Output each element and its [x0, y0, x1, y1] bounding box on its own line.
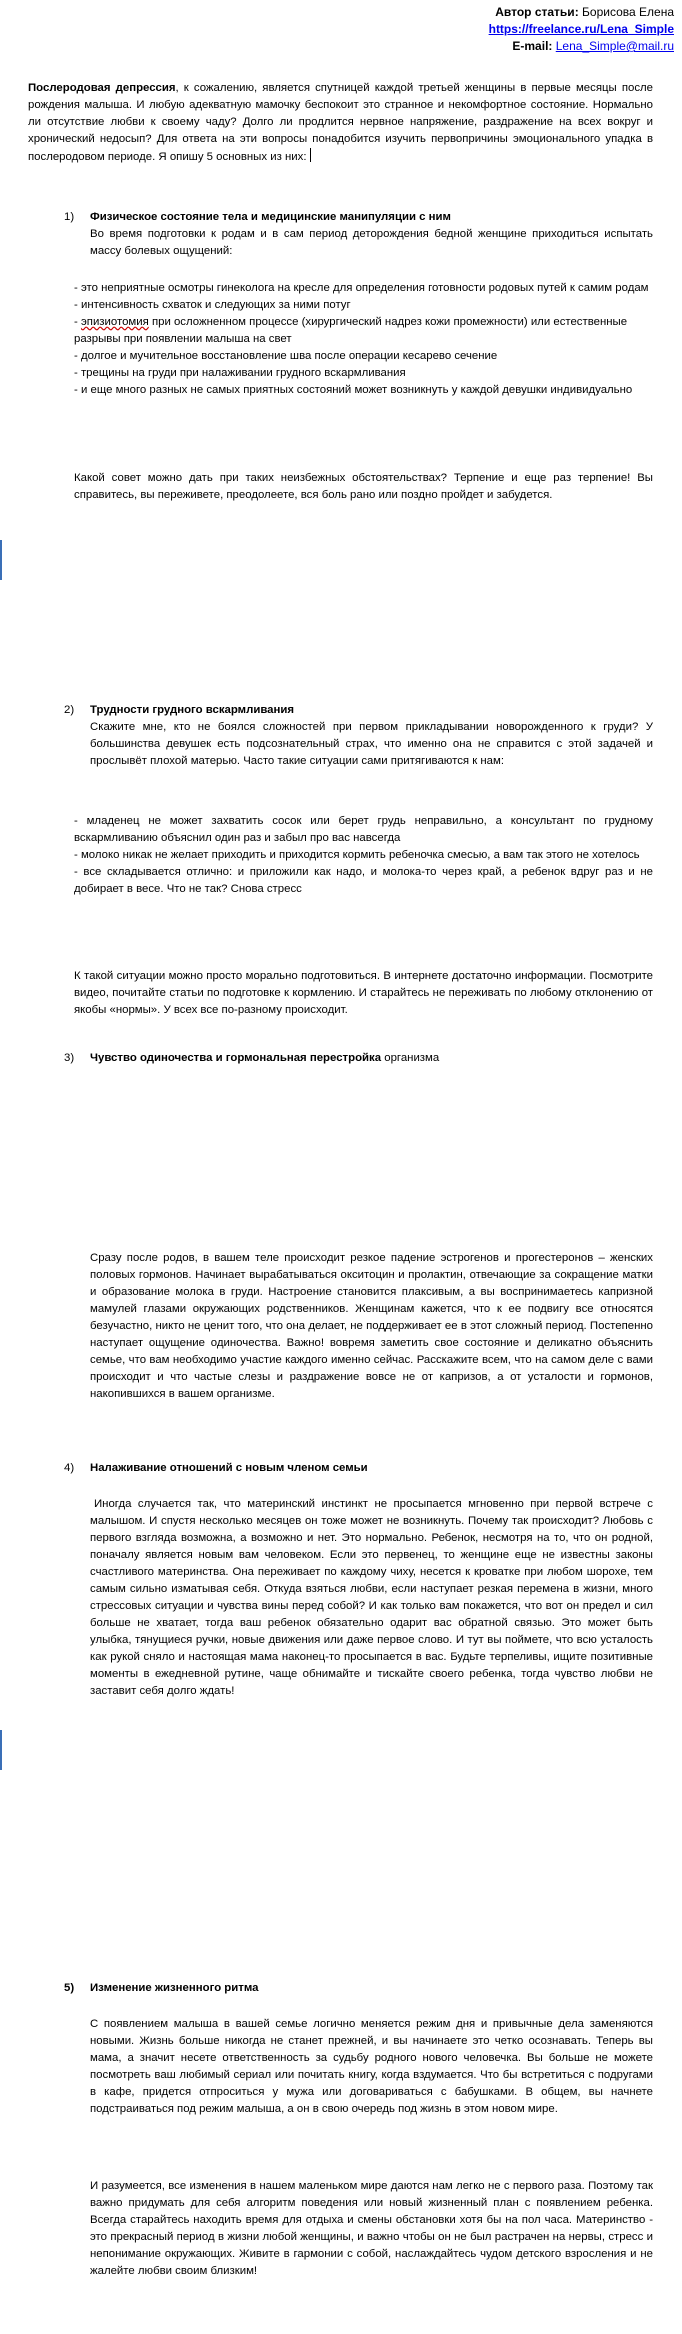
freelance-link[interactable]: https://freelance.ru/Lena_Simple [488, 22, 674, 36]
author-label: Автор статьи: [495, 5, 579, 19]
section-5-title: Изменение жизненного ритма [90, 1982, 259, 1994]
email-line [489, 38, 674, 55]
freelance-line [489, 21, 674, 38]
section-1-title: Физическое состояние тела и медицинские манипуляции с ним [90, 211, 451, 223]
section-4-body: Иногда случается так, что материнский инстинкт не просыпается мгновенно при первой встрече с малышом. И спустя несколько месяцев он тоже может не возникнуть. Почему так происходит? Любовь с первого взгляда возможна, а возможно и нет. Это нормально. Ребенок, несмотря на то, что он родной, поначалу является новым вам человеком. Если это первенец, то женщине еще не известны законы счастливого материнства. Она переживает по каждому чиху, несется к кроватке при любом шорохе, тем самым сильно изматывая себя. Откуда взяться любви, если наступает резкая перемена в жизни, много стрессовых ситуации и чувства вины перед собой? И как только вам покажется, что вот он предел и сил больше не хватает, тогда ваш ребенок обязательно одарит вас обратной связью. Это может быть улыбка, тянущиеся ручки, новые движения или даже первое слово. И тут вы поймете, что всю усталость как рукой сняло и настоящая мама наконец-то просыпается в вас. Будьте терпеливы, ищите позитивные моменты в ежедневной рутине, чаще обнимайте и тискайте своего ребенка, тогда чувство любви не заставит себя долго ждать! [90, 1498, 653, 1697]
section-1-lead: Во время подготовки к родам и в сам период деторождения бедной женщине приходиться испытать массу болевых ощущений: [90, 228, 653, 257]
margin-marker [0, 540, 2, 580]
author-line [489, 4, 674, 21]
section-1-list [74, 280, 653, 399]
section-2-title: Трудности грудного вскармливания [90, 704, 295, 716]
section-1-number: 1) [64, 211, 75, 223]
section-5-body-2: И разумеется, все изменения в нашем маленьком мире даются нам легко не с первого раза. Поэтому так важно придумать для себя алгоритм поведения или новый жизненный план с появлением ребенка. Всегда старайтесь находить время для отдыха и смены обстановки хотя бы на пол часа. Материнство - это прекрасный период в жизни любой женщины, и важно чтобы он не был растрачен на нервы, стресс и непонимание окружающих. Живите в гармонии с собой, наслаждайтесь чудом детского взросления и не жалейте любви своим близким! [90, 2180, 653, 2277]
email-label: E-mail: [512, 39, 553, 53]
intro-paragraph [28, 80, 653, 166]
section-2-outro: К такой ситуации можно просто морально подготовиться. В интернете достаточно информации. Посмотрите видео, почитайте статьи по подготовке к кормлению. И старайтесь не переживать по любому отклонению от якобы «нормы». У всех все по-разному происходит. [74, 970, 653, 1016]
section-3-body: Сразу после родов, в вашем теле происходит резкое падение эстрогенов и прогестеронов – женских половых гормонов. Начинает вырабатываться окситоцин и пролактин, отвечающие за сокращение матки и образование молока в груди. Настроение становится плаксивым, а вы воспринимаетесь капризной мамулей глазами окружающих родственников. Женщинам кажется, что к ее подвигу все относятся безучастно, никто не ценит того, что она делает, не поддерживает ее в этот сложный период. Постепенно наступает ощущение одиночества. Важно! вовремя заметить свое состояние и деликатно объяснить семье, что вам необходимо участие каждого именно сейчас. Расскажите всем, что на самом деле с вами происходит и что частые слезы и раздражение вовсе не от капризов, а от усталости и гормонов, накопившихся в вашем организме. [90, 1252, 653, 1400]
section-3-title: Чувство одиночества и гормональная перестройка [90, 1052, 382, 1064]
section-3-number: 3) [64, 1052, 75, 1064]
list-item: - и еще много разных не самых приятных состояний может возникнуть у каждой девушки индивидуально [74, 384, 633, 396]
section-4-title: Налаживание отношений с новым членом семьи [90, 1462, 368, 1474]
list-item: - младенец не может захватить сосок или берет грудь неправильно, а консультант по грудному вскармливанию объяснил один раз и забыл про вас навсегда [74, 815, 653, 844]
email-link[interactable]: Lena_Simple@mail.ru [555, 39, 674, 53]
list-item: - молоко никак не желает приходить и приходится кормить ребеночка смесью, а вам так этого не хотелось [74, 849, 640, 861]
list-item: - трещины на груди при налаживании грудного вскармливания [74, 367, 406, 379]
intro-text: , к сожалению, является спутницей каждой третьей женщины в первые месяцы после рождения малыша. И любую адекватную мамочку беспокоит это странное и некомфортное состояние. Нормально ли отсутствие любви к своему чаду? Долго ли продлится нервное напряжение, раздражение на всех вокруг и хронический недосып? Для ответа на эти вопросы понадобится изучить первопричины эмоционального упадка в послеродовом периоде. Я опишу 5 основных из них: [28, 82, 653, 163]
article-header [489, 4, 674, 55]
section-3-heading [90, 1050, 439, 1067]
section-2-list [74, 813, 653, 898]
misspelled-word: эпизиотомия [80, 316, 149, 328]
section-2-number: 2) [64, 704, 75, 716]
list-item: - долгое и мучительное восстановление шва после операции кесарево сечение [74, 350, 498, 362]
section-3-title-rest: организма [381, 1052, 440, 1064]
section-2-lead: Скажите мне, кто не боялся сложностей при первом прикладывании новорожденного к груди? У большинства девушек есть подсознательный страх, что именно она не справится с этой задачей и прослывёт плохой матерью. Часто такие ситуации сами притягиваются к нам: [90, 721, 653, 767]
section-4-number: 4) [64, 1462, 75, 1474]
section-5-number: 5) [64, 1982, 75, 1994]
list-item: - интенсивность схваток и следующих за ними потуг [74, 299, 351, 311]
text-cursor [310, 148, 311, 162]
intro-bold: Послеродовая депрессия [28, 82, 176, 94]
author-name: Борисова Елена [582, 5, 674, 19]
margin-marker [0, 1730, 2, 1770]
list-item: - эпизиотомия при осложненном процессе (хирургический надрез кожи промежности) или естественные разрывы при появлении малыша на свет [74, 316, 628, 345]
list-item: - все складывается отлично: и приложили как надо, и молока-то через край, а ребенок вдруг раз и не добирает в весе. Что не так? Снова стресс [74, 866, 653, 895]
list-item: - это неприятные осмотры гинеколога на кресле для определения готовности родовых путей к самим родам [74, 282, 649, 294]
section-1-outro: Какой совет можно дать при таких неизбежных обстоятельствах? Терпение и еще раз терпение! Вы справитесь, вы переживете, преодолеете, вся боль рано или поздно пройдет и забудется. [74, 472, 653, 501]
section-5-body: С появлением малыша в вашей семье логично меняется режим дня и привычные дела заменяются новыми. Жизнь больше никогда не станет прежней, и вы начинаете это четко осознавать. Теперь вы мама, а значит несете ответственность за судьбу родного нового человечка. Вы больше не можете посмотреть ваш любимый сериал или почитать книгу, когда вздумается. Что бы встретиться с подругами в кафе, придется отпроситься у мужа или договариваться с бабушками. В общем, вы начнете подстраиваться под режим малыша, а он в свою очередь под жизнь в этом новом мире. [90, 2018, 653, 2115]
